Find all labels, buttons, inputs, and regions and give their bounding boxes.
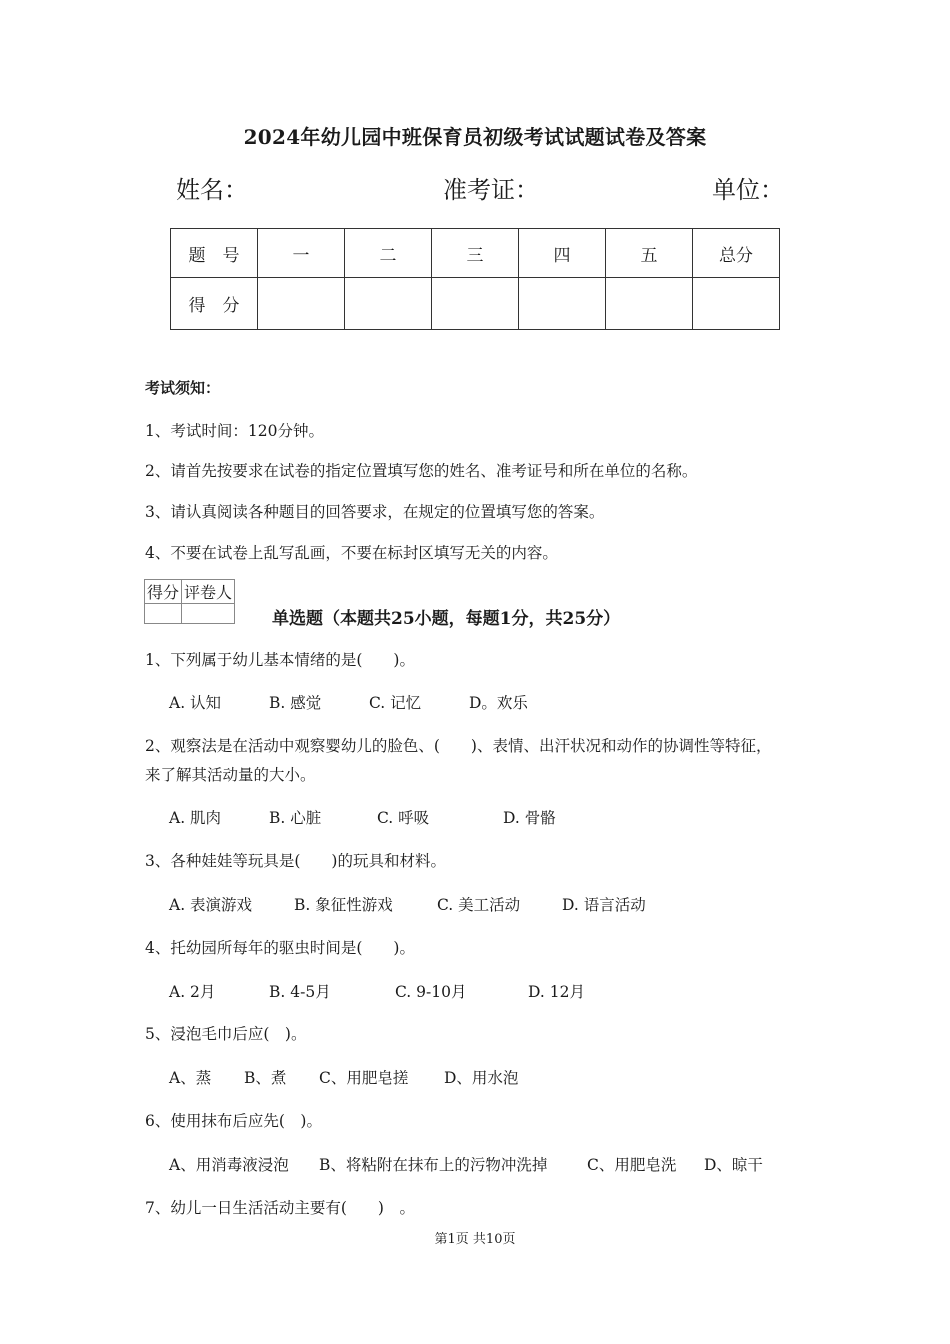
score-cell [345,278,432,330]
header-cell-section-1: 一 [258,229,345,278]
score-table-header-row [171,229,780,278]
page-title: 2024年幼儿园中班保育员初级考试试题试卷及答案 [243,125,707,149]
question-3-option-b: B. 象征性游戏 [294,896,393,914]
question-6-option-c: C、用肥皂洗 [587,1156,677,1174]
question-5-option-c: C、用肥皂搓 [319,1069,409,1087]
question-6-option-b: B、将粘附在抹布上的污物冲洗掉 [319,1156,548,1174]
grader-box-cell [145,604,182,624]
exam-number-label: 准考证： [443,176,539,204]
header-cell-section-3: 三 [432,229,519,278]
question-4-option-b: B. 4-5月 [269,983,331,1001]
grader-box-empty-row [145,604,235,624]
header-cell-item-number: 题 号 [171,229,258,278]
grader-box-cell [182,604,235,624]
score-cell [258,278,345,330]
name-label: 姓名： [176,176,248,204]
question-2-option-d: D. 骨骼 [503,809,556,827]
grader-box-score-label: 得分 [145,580,182,604]
notice-item: 4、不要在试卷上乱写乱画，不要在标封区填写无关的内容。 [145,544,558,562]
score-cell [693,278,780,330]
question-1-option-a: A. 认知 [169,694,222,712]
question-7-stem: 7、幼儿一日生活活动主要有( ) 。 [145,1199,415,1217]
question-5-option-a: A、蒸 [169,1069,212,1087]
question-5-option-b: B、煮 [244,1069,287,1087]
question-5-stem: 5、浸泡毛巾后应( )。 [145,1025,307,1043]
score-cell [519,278,606,330]
notice-item: 3、请认真阅读各种题目的回答要求，在规定的位置填写您的答案。 [145,503,605,521]
score-cell [432,278,519,330]
question-4-option-c: C. 9-10月 [395,983,467,1001]
page-footer: 第1页 共10页 [434,1232,516,1247]
question-6-option-d: D、晾干 [704,1156,763,1174]
question-3-option-a: A. 表演游戏 [169,896,253,914]
question-2-option-a: A. 肌肉 [169,809,222,827]
question-6-stem: 6、使用抹布后应先( )。 [145,1112,322,1130]
question-3-stem: 3、各种娃娃等玩具是( )的玩具和材料。 [145,852,446,870]
header-cell-section-4: 四 [519,229,606,278]
question-4-option-d: D. 12月 [528,983,585,1001]
notice-item: 1、考试时间：120分钟。 [145,422,324,440]
question-1-stem: 1、下列属于幼儿基本情绪的是( )。 [145,651,415,669]
question-4-stem: 4、托幼园所每年的驱虫时间是( )。 [145,939,415,957]
question-2-option-b: B. 心脏 [269,809,322,827]
score-table-score-row [171,278,780,330]
question-1-option-c: C. 记忆 [369,694,422,712]
question-5-option-d: D、用水泡 [444,1069,519,1087]
question-4-option-a: A. 2月 [169,983,216,1001]
score-cell [606,278,693,330]
header-cell-section-5: 五 [606,229,693,278]
score-row-label: 得 分 [171,278,258,330]
question-2-stem-line-1: 2、观察法是在活动中观察婴幼儿的脸色、( )、表情、出汗状况和动作的协调性等特征， [145,737,772,755]
question-3-option-d: D. 语言活动 [562,896,646,914]
question-2-stem-line-2: 来了解其活动量的大小。 [145,766,316,784]
section-title: 单选题（本题共25小题，每题1分，共25分） [272,609,621,629]
header-cell-total: 总分 [693,229,780,278]
header-cell-section-2: 二 [345,229,432,278]
question-3-option-c: C. 美工活动 [437,896,521,914]
score-table [170,228,780,330]
question-2-option-c: C. 呼吸 [377,809,430,827]
unit-label: 单位： [712,176,784,204]
notice-title: 考试须知： [145,379,221,397]
grader-box [144,579,235,624]
question-1-option-d: D。欢乐 [469,694,528,712]
grader-box-grader-label: 评卷人 [182,580,235,604]
question-6-option-a: A、用消毒液浸泡 [169,1156,289,1174]
notice-item: 2、请首先按要求在试卷的指定位置填写您的姓名、准考证号和所在单位的名称。 [145,462,698,480]
question-1-option-b: B. 感觉 [269,694,322,712]
grader-box-header-row [145,580,235,604]
